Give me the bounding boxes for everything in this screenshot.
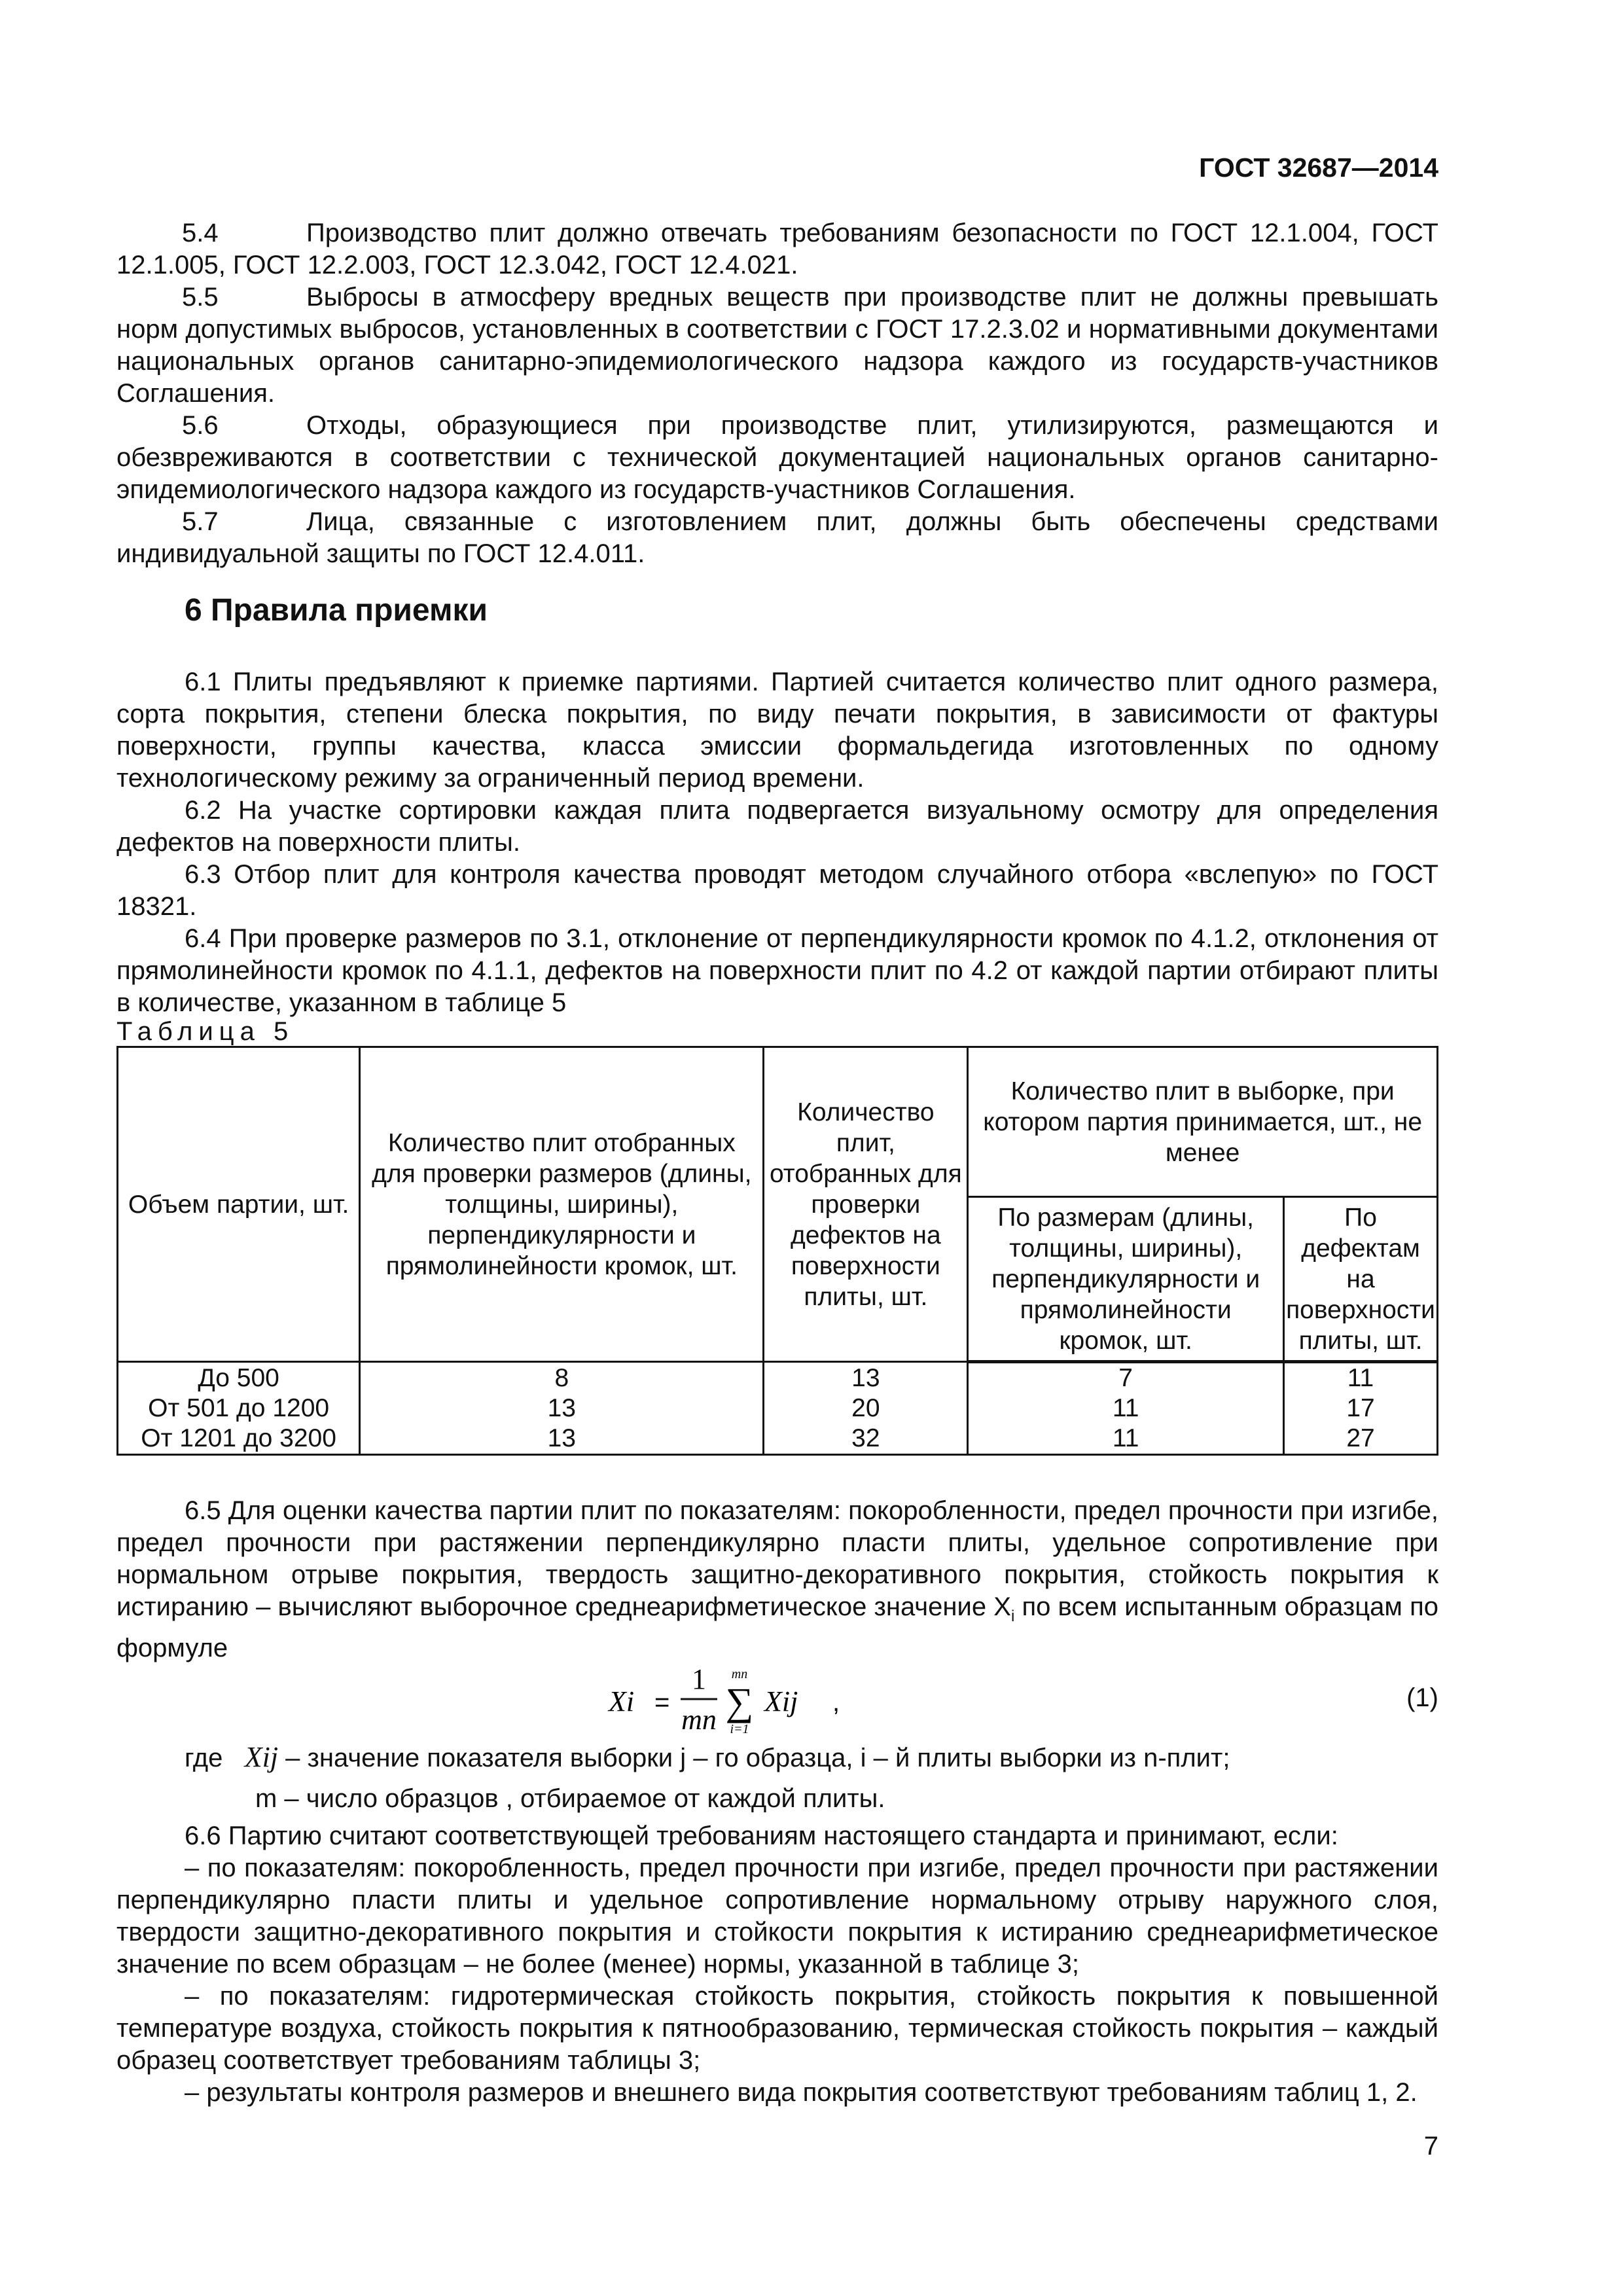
table-row bbox=[118, 1362, 1438, 1394]
table-cell: 32 bbox=[764, 1424, 968, 1455]
formula-lhs: Xi bbox=[609, 1685, 635, 1717]
formula-equals: = bbox=[654, 1688, 670, 1717]
paragraph-6-1: 6.1 Плиты предъявляют к приемке партиями. Партией считается количество плит одного размера, сорта покрытия, степени блеска покрытия, по виду печати покрытия, в зависимости от фактуры поверхности, группы качества, класса эмиссии формальдегида изготовленных по одному технологическому режиму за ограниченный период времени. bbox=[116, 668, 1438, 793]
sum-sign-icon: ∑ bbox=[725, 1680, 754, 1723]
header-accept-dimensions: По размерам (длины, толщины, ширины), перпендикулярности и прямолинейности кромок, шт. bbox=[968, 1197, 1284, 1362]
table-cell: 17 bbox=[1284, 1393, 1438, 1424]
paragraph-5-6: 5.6 Отходы, образующиеся при производстве плит, утилизируются, размещаются и обезвреживаются в соответствии с технической документацией национальных органов санитарно-эпидемиологического надзора каждого из государств-участников Соглашения. bbox=[116, 411, 1438, 504]
list-item: – результаты контроля размеров и внешнего вида покрытия соответствуют требованиям таблиц 1, 2. bbox=[185, 2078, 1418, 2107]
table-cell: 20 bbox=[764, 1393, 968, 1424]
paragraph-6-2: 6.2 На участке сортировки каждая плита подвергается визуальному осмотру для определения дефектов на поверхности плиты. bbox=[116, 796, 1438, 857]
table-cell: 13 bbox=[360, 1424, 764, 1455]
sum-upper-limit: mn bbox=[731, 1667, 748, 1681]
list-item: – по показателям: покоробленность, предел прочности при изгибе, предел прочности при растяжении перпендикулярно пласти плиты и удельное сопротивление нормальному отрыву наружного слоя, твердости защитно-декоративного покрытия и стойкости покрытия к истиранию среднеарифметическое значение по всем образцам – не более (менее) нормы, указанной в таблице 3; bbox=[116, 1854, 1438, 1979]
formula-denominator: mn bbox=[681, 1704, 717, 1736]
paragraph-6-3: 6.3 Отбор плит для контроля качества проводят методом случайного отбора «вслепую» по ГОСТ 18321. bbox=[116, 860, 1438, 921]
paragraph-5-4: 5.4 Производство плит должно отвечать требованиям безопасности по ГОСТ 12.1.004, ГОСТ 12.1.005, ГОСТ 12.2.003, ГОСТ 12.3.042, ГОСТ 12.4.021. bbox=[116, 219, 1438, 279]
header-sampled-dimensions: Количество плит отобранных для проверки размеров (длины, толщины, ширины), перпендикулярности и прямолинейности кромок, шт. bbox=[360, 1047, 764, 1362]
formula-number: (1) bbox=[1406, 1683, 1438, 1712]
paragraph-6-6: 6.6 Партию считают соответствующей требованиям настоящего стандарта и принимают, если: – по показателям: покоробленность, предел прочности при изгибе, предел прочности при растяжении перпендикулярно пласти плиты и удельное сопротивление нормальному отрыву наружного слоя, твердости защитно-декоративного покрытия и стойкости покрытия к истиранию среднеарифметическое значение по всем образцам – не более (менее) нормы, указанной в таблице 3; – по показателям: гидротермическая стойкость покрытия, стойкость покрытия к повышенной температуре воздуха, стойкость покрытия к пятнообразованию, термическая стойкость покрытия – каждый образец соответствует требованиям таблицы 3; – результаты контроля размеров и внешнего вида покрытия соответствуют требованиям таблиц 1, 2. bbox=[116, 1820, 1438, 2109]
table-row bbox=[118, 1393, 1438, 1424]
header-acceptance: Количество плит в выборке, при котором партия принимается, шт., не менее bbox=[968, 1047, 1438, 1197]
paragraph-6-4: 6.4 При проверке размеров по 3.1, отклонение от перпендикулярности кромок по 4.1.2, отклонения от прямолинейности кромок по 4.1.1, дефектов на поверхности плит по 4.2 от каждой партии отбирают плиты в количестве, указанном в таблице 5 bbox=[116, 924, 1438, 1017]
formula-graphic bbox=[116, 1656, 1438, 1741]
table-caption: Таблица 5 bbox=[116, 1017, 294, 1046]
table-cell: 7 bbox=[968, 1362, 1284, 1394]
formula-comma: , bbox=[832, 1688, 840, 1717]
header-sampled-defects: Количество плит, отобранных для проверки дефектов на поверхности плиты, шт. bbox=[764, 1047, 968, 1362]
legend-symbol: Xij bbox=[244, 1741, 279, 1773]
formula-numerator: 1 bbox=[692, 1663, 706, 1695]
formula-term: Xij bbox=[764, 1685, 798, 1717]
paragraph-5-5: 5.5 Выбросы в атмосферу вредных веществ при производстве плит не должны превышать норм допустимых выбросов, установленных в соответствии с ГОСТ 17.2.3.02 и нормативными документами национальных органов санитарно-эпидемиологического надзора каждого из государств-участников Соглашения. bbox=[116, 283, 1438, 408]
header-accept-defects: По дефектам на поверхности плиты, шт. bbox=[1284, 1197, 1438, 1362]
page-number: 7 bbox=[1423, 2132, 1438, 2161]
section-5-paragraphs bbox=[116, 217, 1438, 570]
table-cell: 13 bbox=[360, 1393, 764, 1424]
table-cell: 8 bbox=[360, 1362, 764, 1394]
formula-1 bbox=[116, 1656, 1438, 1741]
list-item: – по показателям: гидротермическая стойкость покрытия, стойкость покрытия к повышенной температуре воздуха, стойкость покрытия к пятнообразованию, термическая стойкость покрытия – каждый образец соответствует требованиям таблицы 3; bbox=[116, 1982, 1438, 2075]
formula-legend: где Xij – значение показателя выборки j – го образца, i – й плиты выборки из n-плит; m – число образцов , отбираемое от каждой плиты. bbox=[185, 1741, 1230, 1813]
section-6-paragraphs bbox=[116, 666, 1438, 1019]
clause-number: 5.6 bbox=[182, 411, 219, 440]
document-id: ГОСТ 32687—2014 bbox=[1199, 152, 1438, 183]
table-cell: До 500 bbox=[118, 1362, 360, 1394]
table-5 bbox=[116, 1046, 1438, 1456]
clause-number: 5.4 bbox=[182, 219, 219, 247]
table-cell: 13 bbox=[764, 1362, 968, 1394]
table-cell: 27 bbox=[1284, 1424, 1438, 1455]
table-cell: 11 bbox=[968, 1424, 1284, 1455]
header-lot-size: Объем партии, шт. bbox=[118, 1047, 360, 1362]
table-row bbox=[118, 1424, 1438, 1455]
clause-number: 5.7 bbox=[182, 507, 219, 536]
sum-lower-limit: i=1 bbox=[730, 1722, 749, 1736]
table-cell: 11 bbox=[968, 1393, 1284, 1424]
table-cell: 11 bbox=[1284, 1362, 1438, 1394]
paragraph-5-7: 5.7 Лица, связанные с изготовлением плит, должны быть обеспечены средствами индивидуальной защиты по ГОСТ 12.4.011. bbox=[116, 507, 1438, 568]
paragraph-6-5: 6.5 Для оценки качества партии плит по показателям: покоробленности, предел прочности при изгибе, предел прочности при растяжении перпендикулярно пласти плиты, удельное сопротивление при нормальном отрыве покрытия, твердость защитно-декоративного покрытия, стойкость покрытия к истиранию – вычисляют выборочное среднеарифметическое значение $X_i$ по всем испытанным образцам по формуле bbox=[116, 1496, 1439, 1662]
subscript-i: i bbox=[1010, 1607, 1015, 1625]
section-6-title: 6 Правила приемки bbox=[185, 593, 488, 628]
table-cell: От 501 до 1200 bbox=[118, 1393, 360, 1424]
table-cell: От 1201 до 3200 bbox=[118, 1424, 360, 1455]
clause-number: 5.5 bbox=[182, 283, 219, 312]
